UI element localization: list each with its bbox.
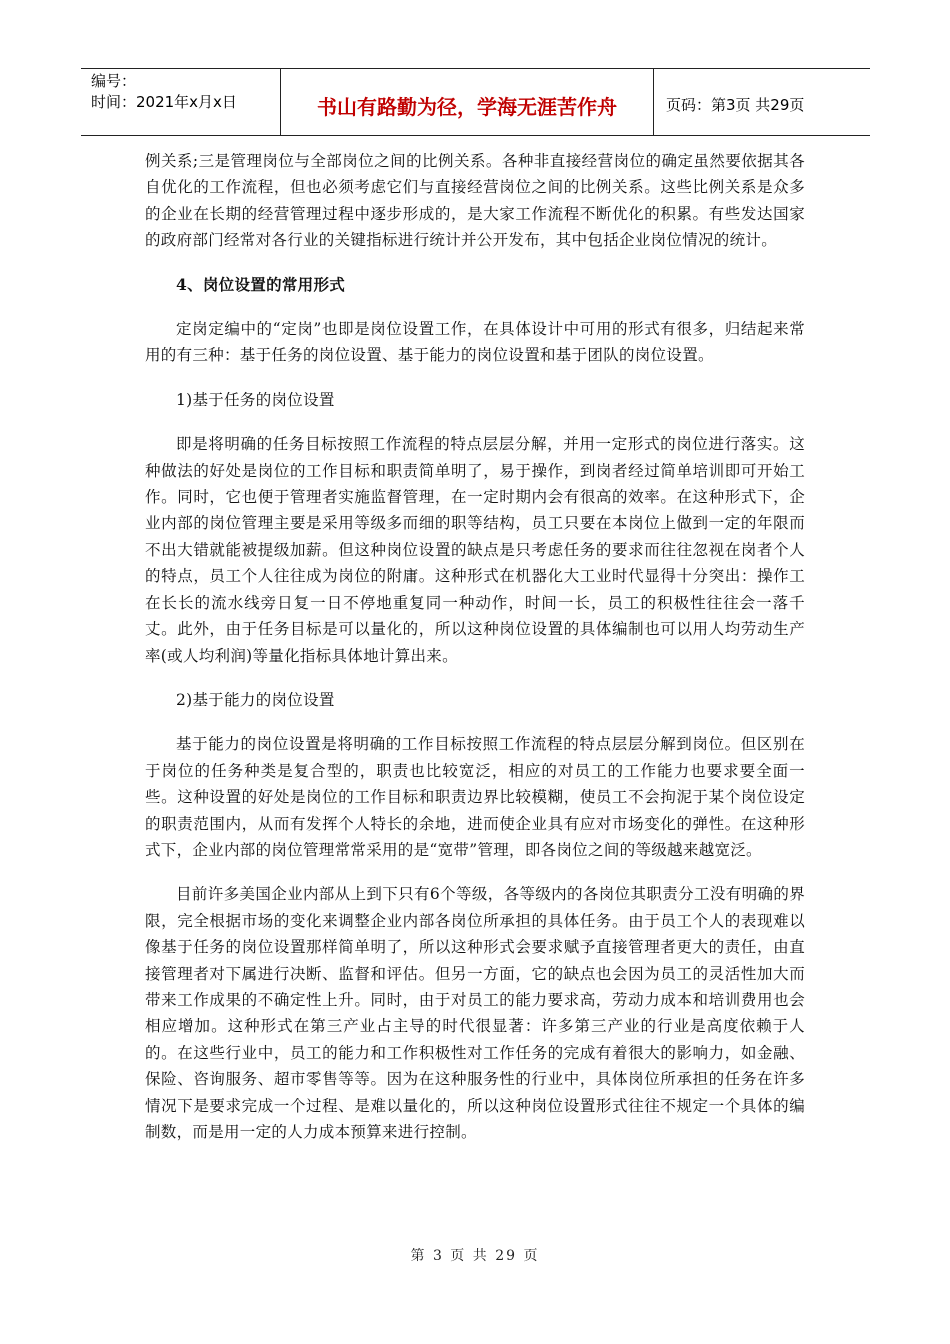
paragraph-us-enterprises: 目前许多美国企业内部从上到下只有6个等级，各等级内的各岗位其职责分工没有明确的界限，完全根据市场的变化来调整企业内部各岗位所承担的具体任务。由于员工个人的表现难以像基于任务的岗位设置那样简单明了，所以这种形式会要求赋予直接管理者更大的责任，由直接管理者对下属进行决断、监督和评估。但另一方面，它的缺点也会因为员工的灵活性加大而带来工作成果的不确定性上升。同时，由于对员工的能力要求高，劳动力成本和培训费用也会相应增加。这种形式在第三产业占主导的时代很显著：许多第三产业的行业是高度依赖于人的。在这些行业中，员工的能力和工作积极性对工作任务的完成有着很大的影响力，如金融、保险、咨询服务、超市零售等等。因为在这种服务性的行业中，具体岗位所承担的任务在许多情况下是要求完成一个过程、是难以量化的，所以这种岗位设置形式往往不规定一个具体的编制数，而是用一定的人力成本预算来进行控制。	[145, 885, 805, 1141]
section-heading: 4、岗位设置的常用形式	[176, 274, 346, 294]
header-meta	[81, 69, 281, 135]
paragraph-task-based: 即是将明确的任务目标按照工作流程的特点层层分解，并用一定形式的岗位进行落实。这种做法的好处是岗位的工作目标和职责简单明了，易于操作，到岗者经过简单培训即可开始工作。同时，它也便于管理者实施监督管理，在一定时期内会有很高的效率。在这种形式下，企业内部的岗位管理主要是采用等级多而细的职等结构，员工只要在本岗位上做到一定的年限而不出大错就能被提级加薪。但这种岗位设置的缺点是只考虑任务的要求而往往忽视在岗者个人的特点，员工个人往往成为岗位的附庸。这种形式在机器化大工业时代显得十分突出：操作工在长长的流水线旁日复一日不停地重复同一种动作，时间一长，员工的积极性往往会一落千丈。此外，由于任务目标是可以量化的，所以这种岗位设置的具体编制也可以用人均劳动生产率(或人均利润)等量化指标具体地计算出来。	[145, 435, 805, 665]
paragraph-proportion: 例关系;三是管理岗位与全部岗位之间的比例关系。各种非直接经营岗位的确定虽然要依据其各自优化的工作流程，但也必须考虑它们与直接经营岗位之间的比例关系。这些比例关系是众多的企业在长期的经营管理过程中逐步形成的，是大家工作流程不断优化的积累。有些发达国家的政府部门经常对各行业的关键指标进行统计并公开发布，其中包括企业岗位情况的统计。	[145, 152, 805, 250]
header-motto: 书山有路勤为径，学海无涯苦作舟	[281, 69, 654, 135]
document-id-label: 编号：	[91, 72, 137, 90]
page-header	[81, 68, 870, 136]
paragraph-intro: 定岗定编中的“定岗”也即是岗位设置工作，在具体设计中可用的形式有很多，归结起来常用的有三种：基于任务的岗位设置、基于能力的岗位设置和基于团队的岗位设置。	[145, 320, 805, 365]
subheading-task-based: 1)基于任务的岗位设置	[176, 390, 335, 409]
document-date-label: 时间：2021年x月x日	[91, 93, 237, 111]
document-body	[145, 148, 805, 1145]
paragraph-ability-based: 基于能力的岗位设置是将明确的工作目标按照工作流程的特点层层分解到岗位。但区别在于岗位的任务种类是复合型的，职责也比较宽泛，相应的对员工的工作能力也要求要全面一些。这种设置的好处是岗位的工作目标和职责边界比较模糊，使员工不会拘泥于某个岗位设定的职责范围内，从而有发挥个人特长的余地，进而使企业具有应对市场变化的弹性。在这种形式下，企业内部的岗位管理常常采用的是“宽带”管理，即各岗位之间的等级越来越宽泛。	[145, 735, 805, 859]
page-footer: 第 3 页 共 29 页	[410, 1248, 540, 1264]
subheading-ability-based: 2)基于能力的岗位设置	[176, 690, 335, 709]
header-page-number: 页码：第3页 共29页	[666, 95, 805, 114]
